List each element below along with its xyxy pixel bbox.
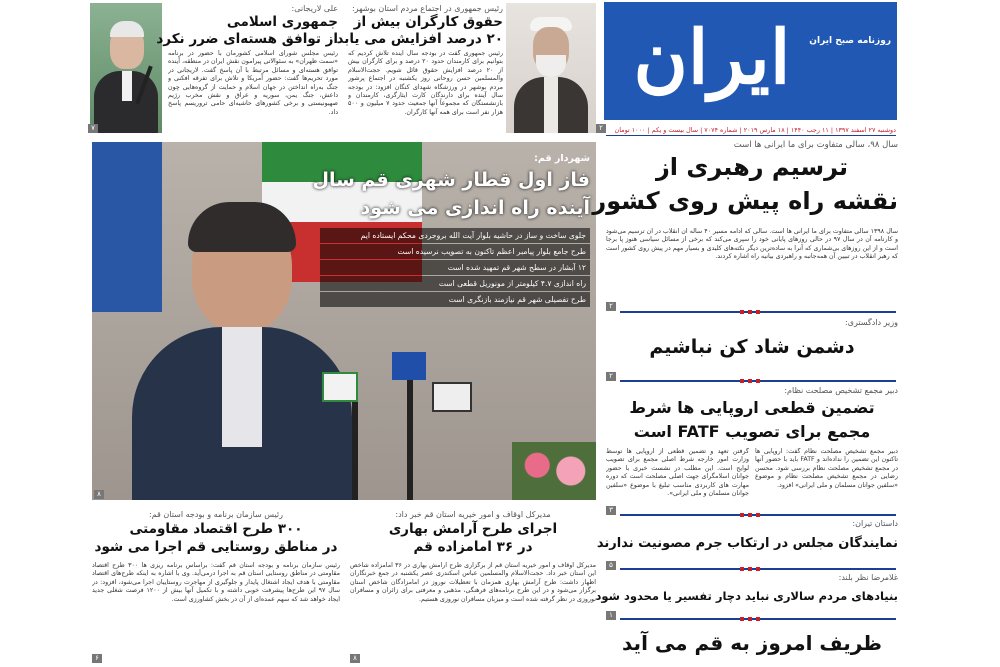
story-body: مدیرکل اوقاف و امور خیریه استان قم از برگزاری طرح آرامش بهاری در ۳۶ امامزاده شاخص این استان خبر داد. حجت‌الاسلام والمسلمین عباس اسکندری عصر یکشنبه در جمع خبرنگاران اظهار داشت: طرح آرامش بهاری همزمان با تعطیلات نوروز در امامزادگان شاخص استان برگزار می‌شود و در این طرح برنامه‌های فرهنگی، مذهبی و معرفتی برای زائران و مسافران نوروزی در نظر گرفته شده است و میزبان مسافران نوروزی هستیم. [350,562,596,603]
story-economy [92,510,340,660]
masthead [604,2,897,120]
dateline: دوشنبه ۲۷ اسفند ۱۳۹۷ | ۱۱ رجب ۱۴۴۰ | ۱۸ مارس ۲۰۱۹ | شماره ۷۰۷۴ | سال بیست و یکم | ۱۰۰۰ تومان [606,124,896,136]
headline: دشمن شاد کن نباشیم [649,336,855,358]
two-column-body [606,448,898,498]
headline: در ۳۶ امامزاده قم [413,539,533,555]
page-ref-fatf: ۳ [606,506,616,515]
page-ref-lead: ۲ [606,302,616,311]
headline: حقوق کارگران بیش از [353,14,503,30]
page-ref-democracy: ۱ [606,611,616,620]
page-ref-economy: ۶ [92,654,102,663]
headline: آینده راه اندازی می شود [360,197,590,219]
kicker: سال ۹۸، سالی متفاوت برای ما ایرانی ها است [733,140,898,150]
headline: نقشه راه پیش روی کشور [592,187,898,215]
masthead-subtitle: روزنامه صبح ایران [809,36,891,46]
bullet: ۱۲ آبشار در سطح شهر قم تمهید شده است [320,260,590,275]
story-justice [606,318,898,376]
page-ref-larijani: ۷ [88,124,98,133]
kicker: رئیس سازمان برنامه و بودجه استان قم: [149,510,283,519]
kicker: علی لاریجانی: [291,4,338,13]
kicker: دبیر مجمع تشخیص مصلحت نظام: [784,386,898,395]
page-ref-immunity: ۵ [606,561,616,570]
page-ref-awqaf: ۸ [350,654,360,663]
lead-story [592,140,898,310]
page-ref-rouhani: ۲ [596,124,606,133]
story-fatf [606,386,898,512]
larijani-photo [90,3,162,133]
headline: در مناطق روستایی قم اجرا می شود [94,539,338,555]
divider-dots [740,513,760,517]
divider-dots [740,379,760,383]
divider-dots [740,567,760,571]
kicker: رئیس جمهوری در اجتماع مردم استان بوشهر: [351,4,503,13]
bullet: طرح جامع بلوار پیامبر اعظم تاکنون به تصویب نرسیده است [320,244,590,259]
headline: ظریف امروز به قم می آید [622,631,882,655]
story-body: رئیس جمهوری گفت در بودجه سال آینده تلاش کردیم که بتوانیم برای کارمندان حدود ۲۰ درصد و برای کارگران بیش از ۲۰ درصد افزایش حقوق قائل شویم. حجت‌الاسلام والمسلمین حسن روحانی روز یکشنبه در اجتماع پرشور مردم بوشهر در ورزشگاه شهدای کنگان افزود: در بودجه سال آینده برای دارندگان کارت ایثارگری، کارمندان و بازنشستگان که مجموعاً آنها جمعیت حدود ۷ میلیون و ۵۰۰ هزار نفر است برای همه آنها کارگران. [348,50,503,116]
kicker: مدیرکل اوقاف و امور خیریه استان قم خبر داد: [395,510,551,519]
top-story-larijani [156,4,338,134]
divider-dots [740,617,760,621]
story-awqaf [350,510,596,660]
headline: نمایندگان مجلس در ارتکاب جرم مصونیت ندارند [596,536,898,551]
kicker: غلامرضا نظر بلند: [838,573,898,582]
masthead-logo: ایران [633,15,791,101]
story-zarif [606,624,898,664]
story-democracy [595,573,898,615]
headline: مجمع برای تصویب FATF است [633,422,871,441]
story-immunity [596,519,898,569]
bullet-list [320,228,590,307]
headline: ۲۰ درصد افزایش می یابد [336,31,503,47]
page-ref-feature: ۸ [94,490,104,499]
headline: اجرای طرح آرامش بهاری [388,521,558,537]
story-body: رئیس سازمان برنامه و بودجه استان قم گفت: براساس برنامه ریزی ها ۳۰۰ طرح اقتصاد مقاومتی در مناطق روستایی استان قم به اجرا درمی‌آید. وی با اشاره به اینکه طرح‌های اقتصاد مقاومتی با هدف ایجاد اشتغال پایدار و جلوگیری از مهاجرت روستاییان اجرا می‌شود، افزود: در سال ۹۷ این طرح‌ها پیشرفت خوبی داشته و با تکمیل آنها بیش از ۱۲۰۰ فرصت شغلی جدید ایجاد خواهد شد که سهم عمده‌ای از آن در بخش کشاورزی است. [92,562,340,603]
story-body: رئیس مجلس شورای اسلامی کشورمان با حضور در برنامه «سمت ظهران» به سئوالاتی پیرامون نقش ایران در منطقه، آینده توافق هسته‌ای و مسائل مرتبط با آن پاسخ گفت. لاریجانی در مورد تحریم‌ها گفت: حضور آمریکا و تلاش برای تفرقه افکنی و جنگ به‌راه انداختن در جهان اسلام و حمایت از گروه‌هایی چون داعش، جنگ یمن، سوریه و عراق و نقش مخرب رژیم صهیونیستی و برخی کشورهای حاشیه‌ای حامی تروریسم پاسخ داد. [168,50,338,116]
headline: تضمین قطعی اروپایی ها شرط [629,398,875,417]
headline: از توافق هسته‌ای ضرر نکرد [156,31,338,47]
page-ref-justice: ۲ [606,372,616,381]
bullet: راه اندازی ۴.۷ کیلومتر از مونوریل قطعی است [320,276,590,291]
kicker: شهردار قم: [534,153,590,164]
headline: جمهوری اسلامی [226,14,338,30]
headline: بنیادهای مردم سالاری نباید دچار تفسیر یا محدود شود [595,589,898,603]
bullet: طرح تفصیلی شهر قم نیازمند بازنگری است [320,292,590,307]
rouhani-photo [506,3,596,133]
headline: ۳۰۰ طرح اقتصاد مقاومتی [129,521,303,537]
story-body: دبیر مجمع تشخیص مصلحت نظام گفت: اروپایی ها تاکنون این تضمین را نداده‌اند و FATF باید با حضور آنها در مجمع تشخیص مصلحت نظام بررسی شود. محسن رضایی در مجمع تشخیص مصلحت نظام و موضوع «سلفین جوانان مسلمان و ملی ایرانی» افزود. [755,448,898,489]
divider-dots [740,310,760,314]
story-body: سال ۱۳۹۸ سالی متفاوت برای ما ایرانی ها است. سالی که ادامه مسیر ۴۰ ساله آن انقلاب در آن ترسیم می‌شود و کارنامه آن در سال ۹۷ در حالی روزهای پایانی خود را سپری می‌کند که برخی از مسائل سیاسی هنوز پا برجا است و از این روزهای بی‌شماری که آنرا به ساده‌ترین دیگر نکته‌های کلیدی و بسیار مهم در پیش روی کشور است که رهبر انقلاب در تبیین آن همه‌جانبه و راهبردی بیانیه راه اشاره کردند. [606,228,898,261]
headline: ترسیم رهبری از [655,153,849,181]
feature-story [312,152,590,342]
headline: فاز اول قطار شهری قم سال [312,169,590,191]
kicker: داستان تیران: [852,519,898,528]
bullet: جلوی ساخت و ساز در حاشیه بلوار آیت الله بروجردی محکم ایستاده ایم [320,228,590,243]
kicker: وزیر دادگستری: [845,318,898,327]
top-story-rouhani [336,4,503,134]
story-body: گرفتن تعهد و تضمین قطعی از اروپایی ها توسط وزارت امور خارجه شرط اصلی مجمع برای تصویب لوایح است. این مطلب در نشست خبری با حضور جوانان اسلامگرای جهت اصلی مصلحت است که دوره مهارت های کاربردی مناسب تبلیغ با موضوع «سلفین جوانان مسلمان و ملی ایرانی». [606,448,749,498]
